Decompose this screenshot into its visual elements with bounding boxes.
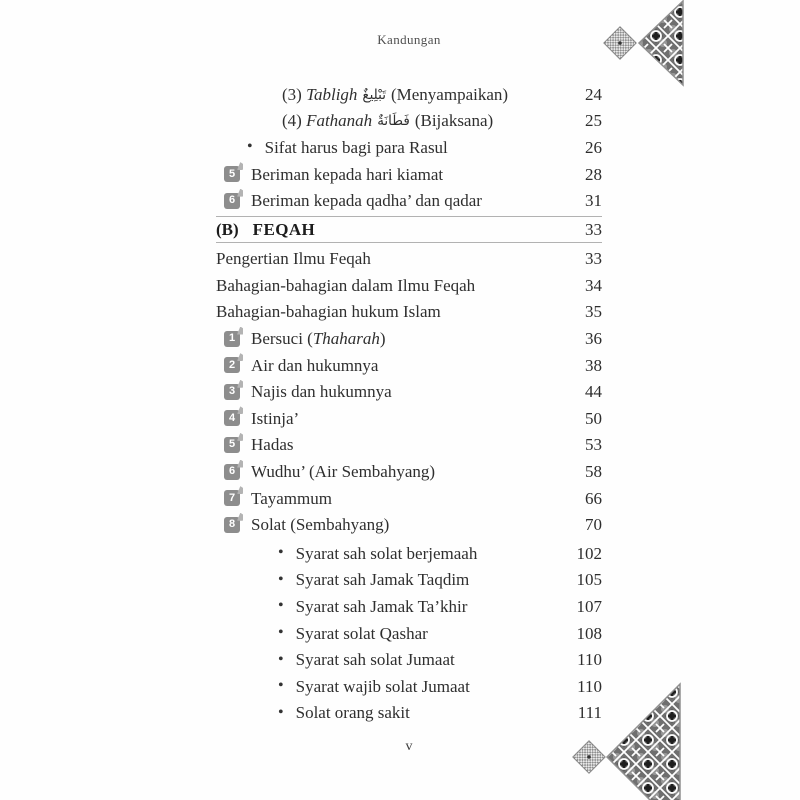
toc-entry — [216, 458, 602, 485]
entry-page-number: 111 — [577, 703, 602, 723]
toc-entry — [216, 567, 602, 594]
toc-entry — [216, 299, 602, 326]
entry-page-number: 50 — [585, 408, 602, 428]
toc-entry — [216, 646, 602, 673]
entry-number-badge: 6 — [224, 464, 240, 480]
section-divider — [216, 242, 602, 243]
toc-entry — [216, 485, 602, 512]
toc-entry — [216, 352, 602, 379]
mosaic-triangle-icon — [607, 684, 680, 800]
toc-entry — [216, 81, 602, 108]
entry-page-number: 66 — [585, 488, 602, 508]
entry-page-number: 108 — [576, 623, 602, 643]
entry-page-number: 31 — [585, 191, 602, 211]
entry-title: Syarat sah Jamak Taqdim — [295, 570, 470, 590]
toc-entry — [216, 593, 602, 620]
entry-title: Hadas — [251, 435, 294, 455]
entry-page-number: 34 — [585, 275, 602, 295]
entry-page-number: 53 — [585, 435, 602, 455]
entry-number-badge: 3 — [224, 384, 240, 400]
entry-page-number: 33 — [585, 249, 602, 269]
toc-entry — [216, 108, 602, 135]
entry-number-badge: 8 — [224, 517, 240, 533]
toc-entry — [216, 325, 602, 352]
entry-title: Sifat harus bagi para Rasul — [264, 137, 448, 157]
arabic-text: تَبْلِيغٌ — [362, 86, 386, 103]
entry-title: (4) Fathanah فَطَانَةٌ (Bijaksana) — [282, 111, 494, 131]
toc-entry — [216, 245, 602, 272]
entry-title: Solat (Sembahyang) — [251, 515, 390, 535]
entry-title: Beriman kepada hari kiamat — [251, 164, 444, 184]
entry-number-badge: 7 — [224, 490, 240, 506]
entry-title: (3) Tabligh تَبْلِيغٌ (Menyampaikan) — [282, 84, 509, 104]
bullet-icon: • — [278, 624, 284, 642]
entry-title: Syarat sah solat Jumaat — [295, 650, 455, 670]
page-number-footer: v — [405, 739, 413, 754]
entry-number-badge: 5 — [224, 166, 240, 182]
toc-entry — [216, 161, 602, 188]
entry-number-badge: 6 — [224, 193, 240, 209]
corner-ornament-top-right — [596, 0, 688, 90]
entry-number-badge: 5 — [224, 437, 240, 453]
entry-page-number: 24 — [585, 84, 602, 104]
entry-page-number: 105 — [576, 570, 602, 590]
table-of-contents — [216, 81, 602, 726]
entry-title: Solat orang sakit — [295, 703, 410, 723]
entry-title: Istinja’ — [251, 408, 300, 428]
toc-entry — [216, 378, 602, 405]
entry-title: Syarat wajib solat Jumaat — [295, 676, 470, 696]
entry-title: Wudhu’ (Air Sembahyang) — [251, 462, 436, 482]
entry-page-number: 44 — [585, 382, 602, 402]
bullet-icon: • — [278, 677, 284, 695]
entry-title: Syarat solat Qashar — [295, 623, 428, 643]
entry-page-number: 110 — [577, 650, 602, 670]
section-label: (B) — [216, 220, 239, 240]
arabic-text: فَطَانَةٌ — [377, 113, 410, 130]
toc-entry — [216, 540, 602, 567]
entry-title: Syarat sah Jamak Ta’khir — [295, 596, 468, 616]
entry-number-badge: 4 — [224, 410, 240, 426]
entry-page-number: 110 — [577, 676, 602, 696]
entry-page-number: 33 — [585, 220, 602, 240]
entry-title: Bahagian-bahagian hukum Islam — [216, 302, 441, 322]
section-header — [216, 217, 602, 243]
toc-entry — [216, 620, 602, 647]
bullet-icon: • — [278, 597, 284, 615]
entry-page-number: 36 — [585, 329, 602, 349]
toc-entry — [216, 673, 602, 700]
entry-number-badge: 1 — [224, 331, 240, 347]
toc-entry — [216, 432, 602, 459]
entry-page-number: 70 — [585, 515, 602, 535]
entry-title: Bersuci (Thaharah) — [251, 329, 386, 349]
bullet-icon: • — [278, 703, 284, 721]
entry-page-number: 107 — [576, 596, 602, 616]
toc-entry — [216, 405, 602, 432]
entry-page-number: 102 — [576, 543, 602, 563]
entry-page-number: 26 — [585, 137, 602, 157]
entry-page-number: 58 — [585, 462, 602, 482]
running-header: Kandungan — [377, 32, 441, 47]
toc-entry — [216, 272, 602, 299]
entry-page-number: 25 — [585, 111, 602, 131]
entry-title: Pengertian Ilmu Feqah — [216, 249, 371, 269]
mosaic-triangle-icon — [639, 1, 683, 85]
bullet-icon: • — [278, 650, 284, 668]
entry-page-number: 28 — [585, 164, 602, 184]
entry-title: Syarat sah solat berjemaah — [295, 543, 478, 563]
entry-number-badge: 2 — [224, 357, 240, 373]
entry-title: Bahagian-bahagian dalam Ilmu Feqah — [216, 275, 476, 295]
toc-entry — [216, 511, 602, 538]
entry-page-number: 35 — [585, 302, 602, 322]
toc-entry — [216, 700, 602, 727]
toc-entry — [216, 187, 602, 214]
checkered-diamond-icon — [604, 27, 637, 60]
entry-title: Air dan hukumnya — [251, 355, 379, 375]
entry-title: Beriman kepada qadha’ dan qadar — [251, 191, 482, 211]
entry-page-number: 38 — [585, 355, 602, 375]
entry-title: Najis dan hukumnya — [251, 382, 392, 402]
section-title: FEQAH — [252, 220, 316, 240]
bullet-icon: • — [278, 570, 284, 588]
bullet-icon: • — [247, 138, 253, 156]
entry-title: Tayammum — [251, 488, 332, 508]
toc-entry — [216, 134, 602, 161]
bullet-icon: • — [278, 544, 284, 562]
